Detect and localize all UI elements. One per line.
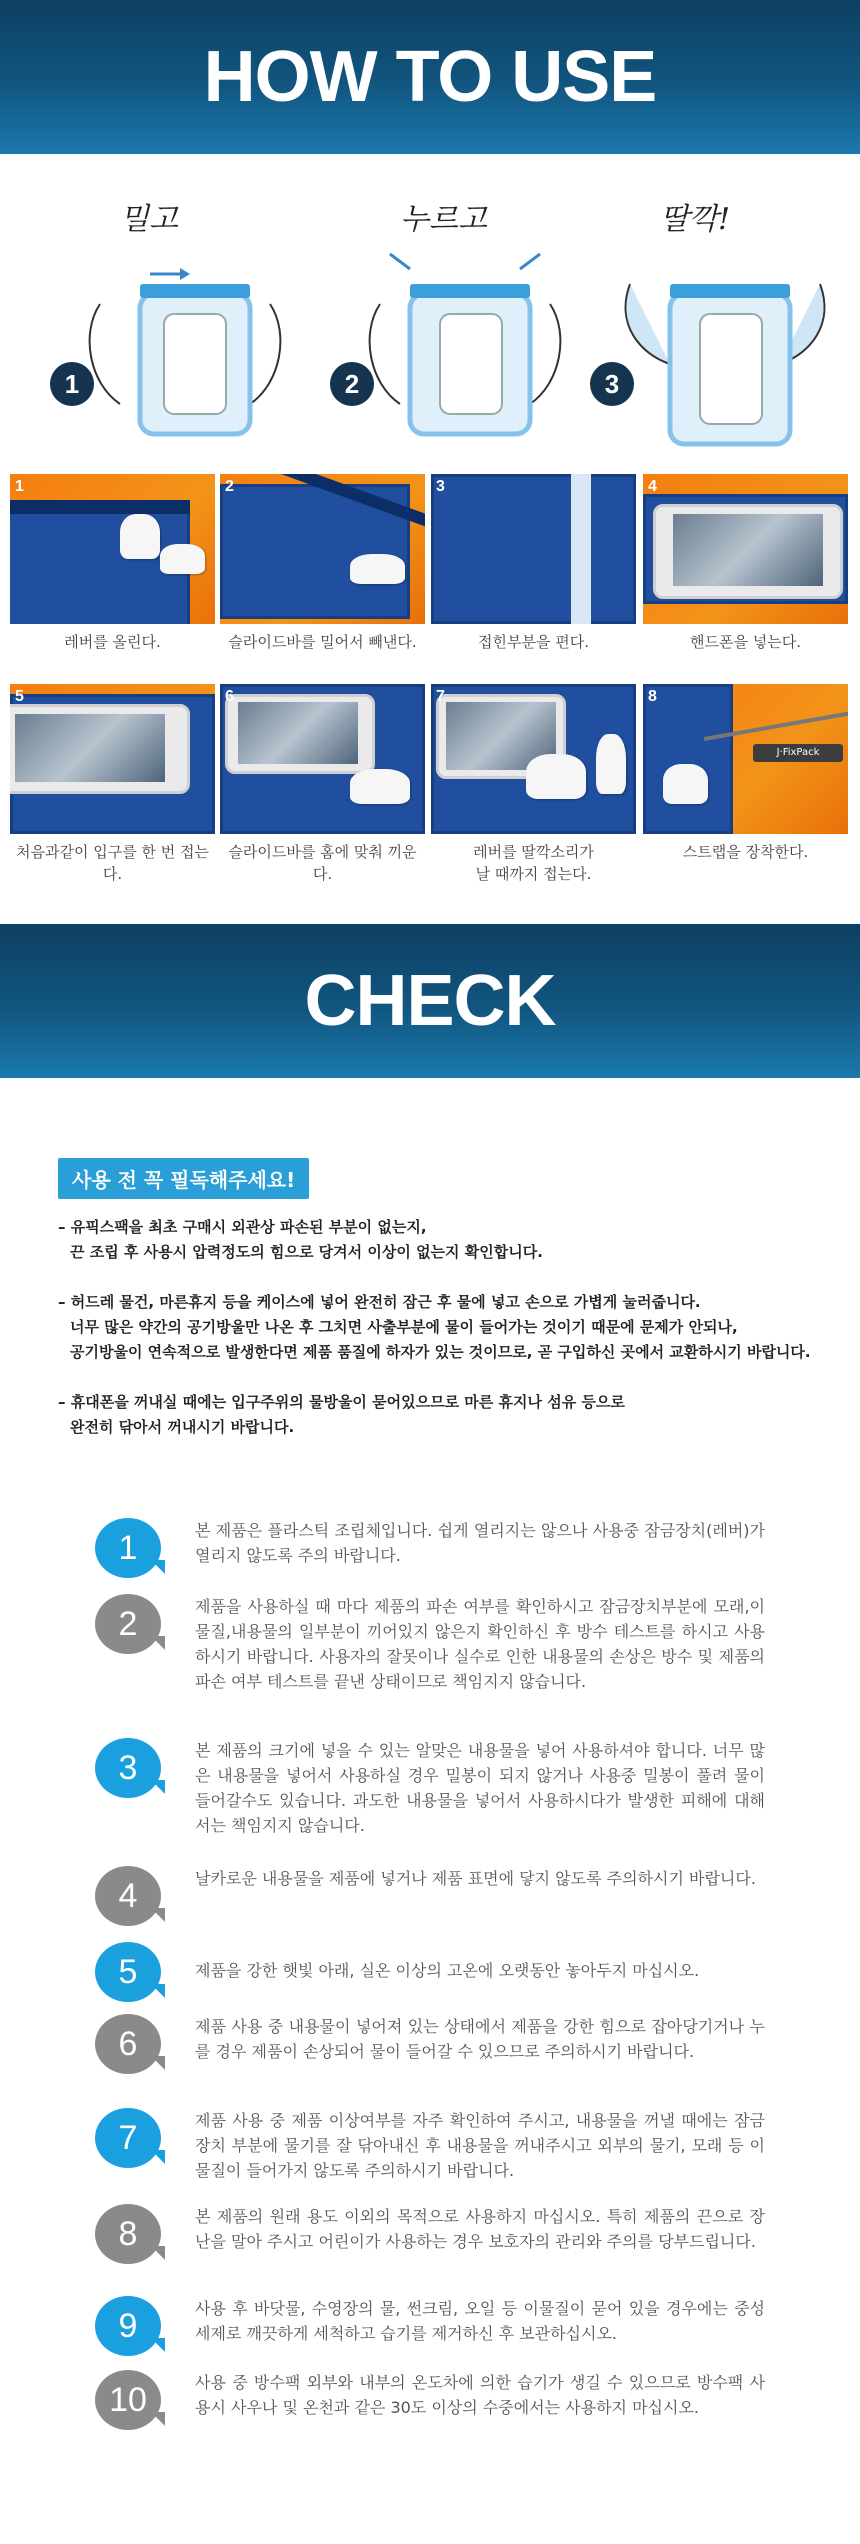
photo — [10, 684, 215, 834]
notice-list — [58, 1215, 860, 1440]
notice-item: – 허드레 물건, 마른휴지 등을 케이스에 넣어 완전히 잠근 후 물에 넣고 손으로 가볍게 눌러줍니다. 너무 많은 약간의 공기방울만 나온 후 그치면 사출부분에 물이 들어가는 것이기 때문에 문제가 안되나, 공기방울이 연속적으로 발생한다면 제품 품질에 하자가 있는 것이므로, 곧 구입하신 곳에서 교환하시기 바랍니다. — [58, 1293, 811, 1361]
lever-image — [120, 514, 160, 559]
step-caption: 슬라이드바를 홈에 맞춰 끼운다. — [228, 843, 417, 883]
rule-number: 4 — [95, 1866, 161, 1926]
photo-number: 7 — [436, 688, 445, 705]
notice-section — [0, 1078, 860, 1518]
phone-screen-image — [238, 702, 358, 764]
step-photo-1 — [10, 474, 215, 654]
pouch-click-illustration — [620, 244, 830, 454]
rule-text: 본 제품의 크기에 넣을 수 있는 알맞은 내용물을 넣어 사용하셔야 합니다. 너무 많은 내용물을 넣어서 사용하실 경우 밀봉이 되지 않거나 사용중 밀봉이 풀려 물이 들어갈수도 있습니다. 과도한 내용물을 넣어서 사용하시다가 발생한 피해에 대해서는 책임지지 않습니다. — [195, 1741, 765, 1835]
pouch-push-illustration — [80, 244, 290, 454]
rule-text: 제품 사용 중 제품 이상여부를 자주 확인하여 주시고, 내용물을 꺼낼 때에는 잠금장치 부분에 물기를 잘 닦아내신 후 내용물을 꺼내주시고 외부의 물기, 모래 등 이물질이 들어가지 않도록 주의하시기 바랍니다. — [195, 2111, 765, 2180]
step-word: 누르고 — [400, 202, 487, 237]
rule-text: 제품 사용 중 내용물이 넣어져 있는 상태에서 제품을 강한 힘으로 잡아당기거나 누를 경우 제품이 손상되어 물이 들어갈 수 있으므로 주의하시기 바랍니다. — [195, 2017, 765, 2061]
step-word: 밀고 — [120, 202, 178, 237]
step-number: 2 — [330, 362, 374, 406]
rule-text: 사용 후 바닷물, 수영장의 물, 썬크림, 오일 등 이물질이 묻어 있을 경우에는 중성 세제로 깨끗하게 세척하고 습기를 제거하신 후 보관하십시오. — [195, 2299, 765, 2343]
rule-text: 제품을 강한 햇빛 아래, 실온 이상의 고온에 오랫동안 놓아두지 마십시오. — [195, 1961, 700, 1980]
photo — [643, 684, 848, 834]
rule-number: 3 — [95, 1738, 161, 1798]
photo — [431, 474, 636, 624]
photo — [220, 474, 425, 624]
photo-number: 3 — [436, 478, 445, 495]
check-banner — [0, 924, 860, 1078]
photo-number: 5 — [15, 688, 24, 705]
check-title: CHECK — [304, 961, 556, 1041]
rule-text: 사용 중 방수팩 외부와 내부의 온도차에 의한 습기가 생길 수 있으므로 방수팩 사용시 사우나 및 온천과 같은 30도 이상의 수중에서는 사용하지 마십시오. — [195, 2373, 765, 2417]
phone-screen-image — [15, 714, 165, 782]
how-to-use-illustrations — [0, 154, 860, 474]
photo-number: 4 — [648, 478, 657, 495]
how-to-use-banner — [0, 0, 860, 154]
illustration-step-1 — [50, 194, 310, 454]
slide-bar-image — [10, 500, 190, 514]
rule-text: 날카로운 내용물을 제품에 넣거나 제품 표면에 닿지 않도록 주의하시기 바랍니다. — [195, 1869, 756, 1888]
step-number: 3 — [590, 362, 634, 406]
rule-number: 8 — [95, 2204, 161, 2264]
step-photo-4 — [643, 474, 848, 654]
lever-image — [596, 734, 626, 794]
illustration-step-2 — [330, 194, 590, 454]
lever-image — [160, 544, 205, 574]
phone-screen-image — [673, 514, 823, 586]
rule-number: 1 — [95, 1518, 161, 1578]
step-photo-2 — [220, 474, 425, 654]
step-photo-5 — [10, 684, 215, 886]
step-caption: 슬라이드바를 밀어서 빼낸다. — [228, 633, 417, 651]
caution-rules — [0, 1518, 860, 2518]
step-photo-7 — [431, 684, 636, 886]
pouch-image — [643, 684, 733, 834]
photo — [220, 684, 425, 834]
rule-number: 6 — [95, 2014, 161, 2074]
step-caption: 접힌부분을 편다. — [478, 633, 589, 651]
photo-number: 2 — [225, 478, 234, 495]
fold-edge-image — [571, 474, 591, 624]
photo-number: 1 — [15, 478, 24, 495]
rule-text: 본 제품의 원래 용도 이외의 목적으로 사용하지 마십시오. 특히 제품의 끈으로 장난을 말아 주시고 어린이가 사용하는 경우 보호자의 관리와 주의를 당부드립니다. — [195, 2207, 765, 2251]
step-photo-3 — [431, 474, 636, 654]
step-photo-grid — [0, 474, 860, 894]
lever-image — [350, 769, 410, 804]
step-caption: 레버를 올린다. — [64, 633, 161, 651]
rule-number: 2 — [95, 1594, 161, 1654]
step-photo-8 — [643, 684, 848, 864]
step-caption: 핸드폰을 넣는다. — [690, 633, 801, 651]
lever-image — [663, 764, 708, 804]
photo — [431, 684, 636, 834]
rule-number: 5 — [95, 1942, 161, 2002]
photo — [10, 474, 215, 624]
photo-number: 6 — [225, 688, 234, 705]
step-number: 1 — [50, 362, 94, 406]
how-to-use-title: HOW TO USE — [203, 37, 657, 117]
photo — [643, 474, 848, 624]
pouch-image — [431, 474, 636, 624]
lever-image — [526, 754, 586, 799]
lever-image — [350, 554, 405, 584]
rule-number: 9 — [95, 2296, 161, 2356]
step-caption: 처음과같이 입구를 한 번 접는다. — [16, 843, 209, 883]
notice-item: – 휴대폰을 꺼내실 때에는 입구주위의 물방울이 묻어있으므로 마른 휴지나 섬유 등으로 완전히 닦아서 꺼내시기 바랍니다. — [58, 1393, 625, 1436]
pouch-press-illustration — [360, 244, 570, 454]
rule-number: 7 — [95, 2108, 161, 2168]
rule-text: 본 제품은 플라스틱 조립체입니다. 쉽게 열리지는 않으나 사용중 잠금장치(레버)가 열리지 않도록 주의 바랍니다. — [195, 1521, 765, 1565]
rule-text: 제품을 사용하실 때 마다 제품의 파손 여부를 확인하시고 잠금장치부분에 모래,이물질,내용물의 일부분이 끼어있지 않은지 확인하신 후 방수 테스트를 하시고 사용하시기 바랍니다. 사용자의 잘못이나 실수로 인한 내용물의 손상은 방수 및 제품의 파손 여부 테스트를 끝낸 상태이므로 책임지지 않습니다. — [195, 1597, 765, 1691]
illustration-step-3 — [590, 194, 850, 454]
step-word: 딸깍! — [660, 202, 731, 237]
photo-number: 8 — [648, 688, 657, 705]
rule-number: 10 — [95, 2370, 161, 2430]
must-read-badge: 사용 전 꼭 필독해주세요! — [58, 1158, 309, 1199]
strap-label: J·FixPack — [753, 744, 843, 762]
step-caption: 레버를 딸깍소리가 날 때까지 접는다. — [473, 843, 594, 883]
notice-item: – 유픽스팩을 최초 구매시 외관상 파손된 부분이 없는지, 끈 조립 후 사용시 압력정도의 힘으로 당겨서 이상이 없는지 확인합니다. — [58, 1218, 543, 1261]
step-photo-6 — [220, 684, 425, 886]
step-caption: 스트랩을 장착한다. — [682, 843, 809, 861]
